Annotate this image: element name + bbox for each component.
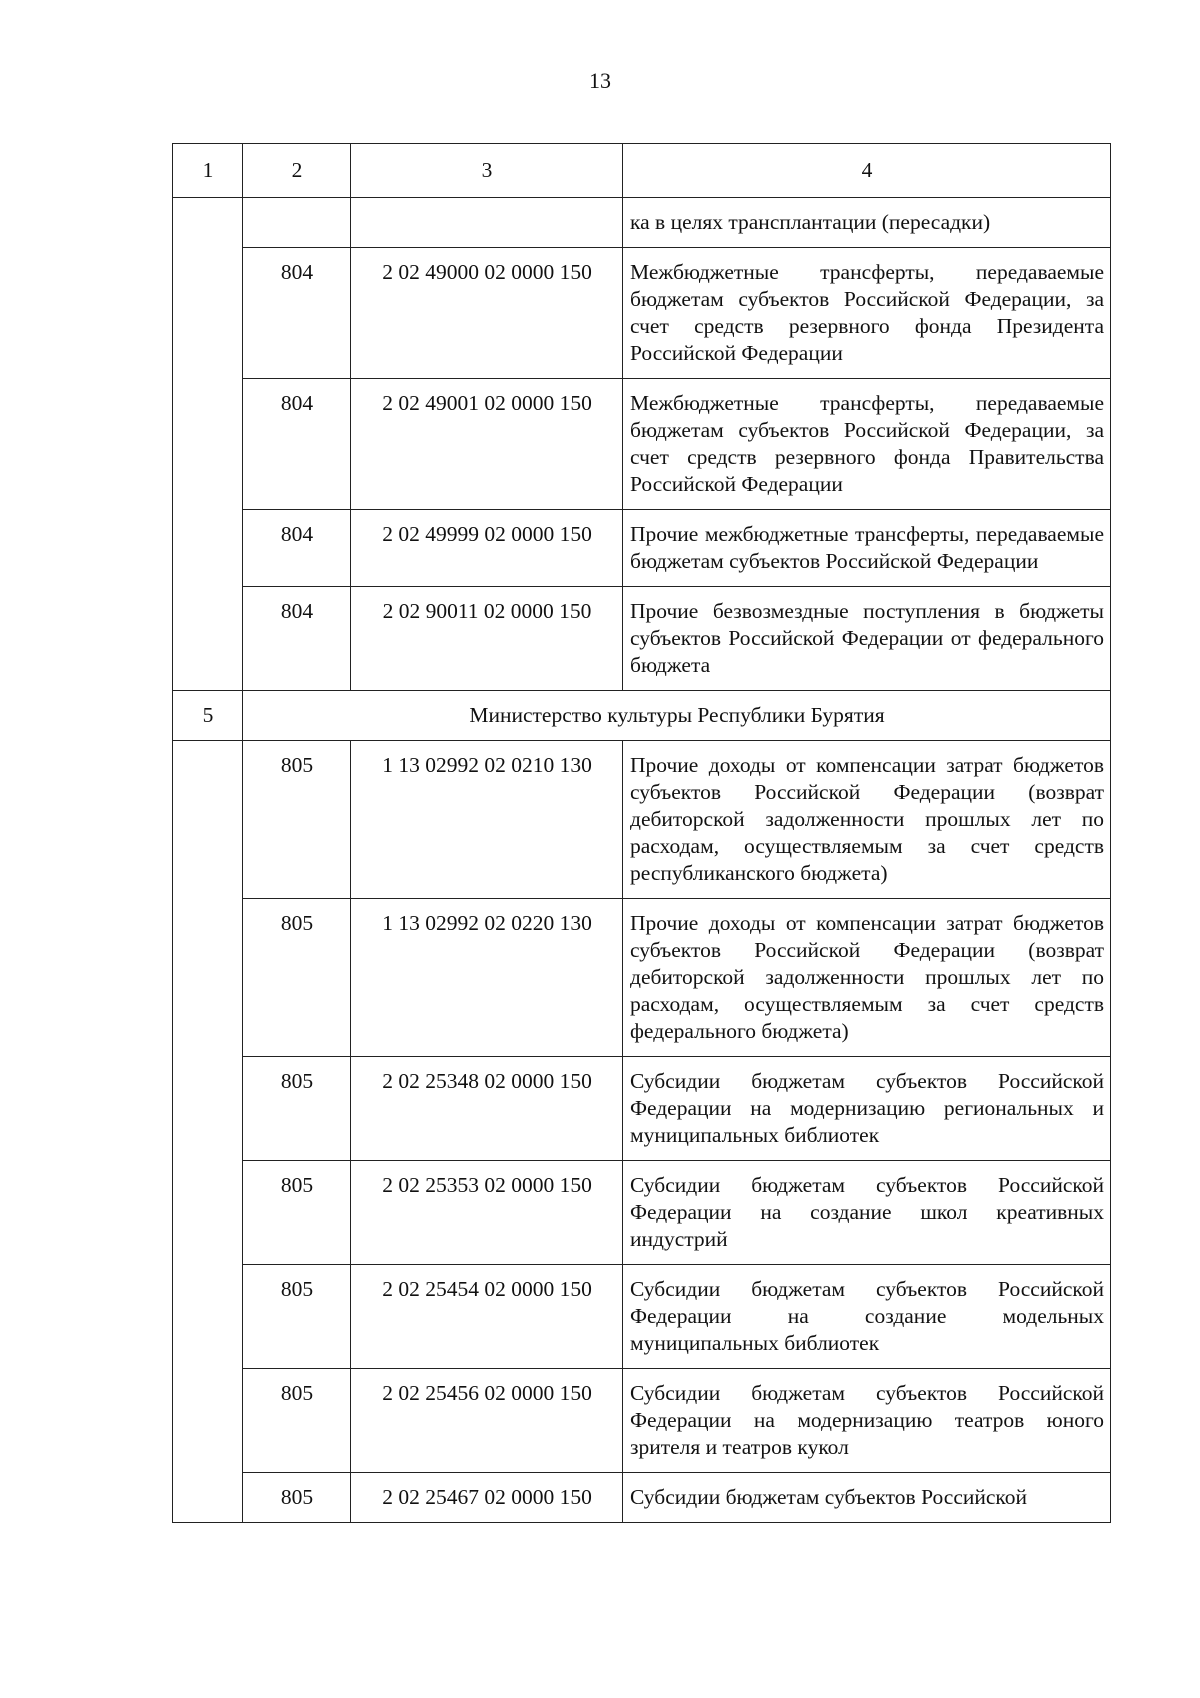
section-title: Министерство культуры Республики Бурятия <box>243 691 1111 741</box>
section-row <box>173 691 1111 741</box>
code-cell: 804 <box>243 510 351 587</box>
kbk-cell: 2 02 49001 02 0000 150 <box>351 379 623 510</box>
header-cell-2: 2 <box>243 144 351 198</box>
code-cell: 804 <box>243 379 351 510</box>
page-number: 13 <box>589 68 611 93</box>
section-index: 5 <box>173 691 243 741</box>
kbk-cell <box>351 198 623 248</box>
kbk-cell: 2 02 49000 02 0000 150 <box>351 248 623 379</box>
code-cell: 805 <box>243 1369 351 1473</box>
code-cell: 805 <box>243 899 351 1057</box>
code-cell: 805 <box>243 1161 351 1265</box>
kbk-cell: 2 02 49999 02 0000 150 <box>351 510 623 587</box>
table-row <box>173 248 1111 379</box>
name-cell: Субсидии бюджетам субъектов Российской Федерации на модернизацию региональных и муниципальных библиотек <box>623 1057 1111 1161</box>
kbk-cell: 2 02 25353 02 0000 150 <box>351 1161 623 1265</box>
header-cell-1: 1 <box>173 144 243 198</box>
kbk-cell: 1 13 02992 02 0210 130 <box>351 741 623 899</box>
header-cell-3: 3 <box>351 144 623 198</box>
kbk-cell: 2 02 90011 02 0000 150 <box>351 587 623 691</box>
name-cell: Субсидии бюджетам субъектов Российской Федерации на модернизацию театров юного зрителя и театров кукол <box>623 1369 1111 1473</box>
name-cell: Субсидии бюджетам субъектов Российской <box>623 1473 1111 1523</box>
code-cell: 804 <box>243 248 351 379</box>
table-row <box>173 1473 1111 1523</box>
name-cell: Прочие безвозмездные поступления в бюджеты субъектов Российской Федерации от федерального бюджета <box>623 587 1111 691</box>
name-cell: Субсидии бюджетам субъектов Российской Федерации на создание школ креативных индустрий <box>623 1161 1111 1265</box>
name-cell: ка в целях трансплантации (пересадки) <box>623 198 1111 248</box>
kbk-cell: 2 02 25454 02 0000 150 <box>351 1265 623 1369</box>
table-row <box>173 741 1111 899</box>
kbk-cell: 2 02 25467 02 0000 150 <box>351 1473 623 1523</box>
code-cell: 805 <box>243 1265 351 1369</box>
revenue-codes-table <box>172 143 1111 1523</box>
table-row <box>173 198 1111 248</box>
group-index-cell <box>173 741 243 1523</box>
kbk-cell: 1 13 02992 02 0220 130 <box>351 899 623 1057</box>
table-row <box>173 1161 1111 1265</box>
name-cell: Субсидии бюджетам субъектов Российской Федерации на создание модельных муниципальных библиотек <box>623 1265 1111 1369</box>
code-cell <box>243 198 351 248</box>
code-cell: 804 <box>243 587 351 691</box>
table-row <box>173 379 1111 510</box>
table-row <box>173 1057 1111 1161</box>
name-cell: Прочие доходы от компенсации затрат бюджетов субъектов Российской Федерации (возврат дебиторской задолженности прошлых лет по расходам, осуществляемым за счет средств федерального бюджета) <box>623 899 1111 1057</box>
table-row <box>173 1369 1111 1473</box>
code-cell: 805 <box>243 1473 351 1523</box>
table-header-row <box>173 144 1111 198</box>
table-row <box>173 510 1111 587</box>
table-row <box>173 899 1111 1057</box>
table-row <box>173 1265 1111 1369</box>
name-cell: Межбюджетные трансферты, передаваемые бюджетам субъектов Российской Федерации, за счет средств резервного фонда Правительства Российской Федерации <box>623 379 1111 510</box>
code-cell: 805 <box>243 1057 351 1161</box>
header-cell-4: 4 <box>623 144 1111 198</box>
group-index-cell <box>173 198 243 691</box>
name-cell: Межбюджетные трансферты, передаваемые бюджетам субъектов Российской Федерации, за счет средств резервного фонда Президента Российской Федерации <box>623 248 1111 379</box>
kbk-cell: 2 02 25348 02 0000 150 <box>351 1057 623 1161</box>
code-cell: 805 <box>243 741 351 899</box>
table-row <box>173 587 1111 691</box>
kbk-cell: 2 02 25456 02 0000 150 <box>351 1369 623 1473</box>
name-cell: Прочие доходы от компенсации затрат бюджетов субъектов Российской Федерации (возврат дебиторской задолженности прошлых лет по расходам, осуществляемым за счет средств республиканского бюджета) <box>623 741 1111 899</box>
name-cell: Прочие межбюджетные трансферты, передаваемые бюджетам субъектов Российской Федерации <box>623 510 1111 587</box>
